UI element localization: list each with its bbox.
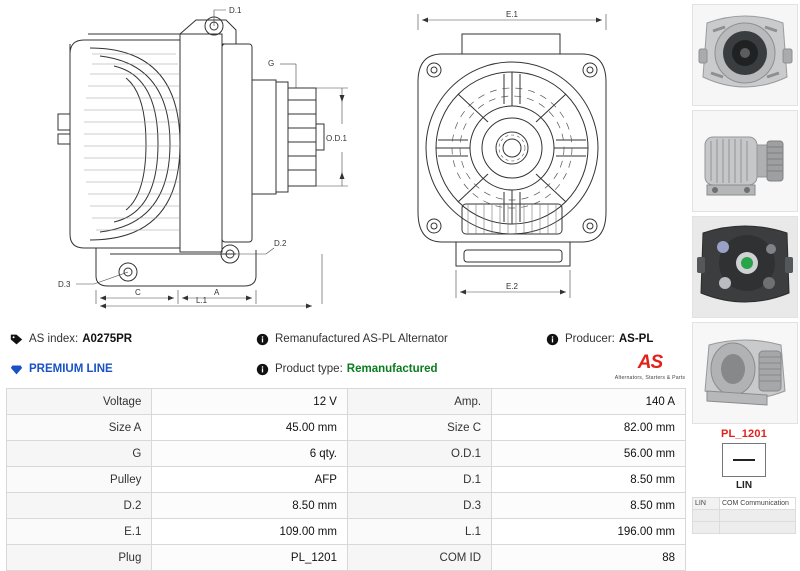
table-row [7,389,686,415]
dim-label-d3: D.3 [58,280,71,289]
product-info [10,328,682,380]
aspl-logo-subtitle: Alternators, Starters & Parts [614,375,686,381]
info-line-1 [10,328,682,350]
product-photos [692,4,796,534]
lin-key [693,522,720,534]
product-type-block [256,363,546,376]
spec-key: Amp. [347,389,491,415]
product-type-label: Product type: [275,363,343,375]
photo-alternator-angle[interactable] [692,322,798,424]
product-type-value: Remanufactured [346,363,438,375]
drawing-front-view [400,4,660,310]
spec-value: 56.00 mm [492,441,686,467]
spec-key: D.3 [347,493,491,519]
spec-key: O.D.1 [347,441,491,467]
photo-alternator-rear[interactable] [692,216,798,318]
table-row [7,415,686,441]
lin-value [720,510,796,522]
lin-value [720,522,796,534]
spec-key: D.2 [7,493,152,519]
spec-value: 196.00 mm [492,519,686,545]
lin-value: COM Communication [720,498,796,510]
lin-table [692,497,796,534]
lin-symbol [722,443,766,477]
spec-key: L.1 [347,519,491,545]
as-index-label: AS index: [29,333,79,345]
table-row [7,467,686,493]
spec-value: 6 qty. [152,441,348,467]
spec-value: 109.00 mm [152,519,348,545]
lin-table-row [693,522,796,534]
spec-key: Size C [347,415,491,441]
dim-label-g: G [268,59,275,68]
premium-line-block [10,363,256,376]
spec-key: Plug [7,545,152,571]
technical-drawings [0,0,690,310]
description-label: Remanufactured AS-PL Alternator [275,333,448,345]
plug-code-label: PL_1201 [720,428,768,440]
spec-value: 45.00 mm [152,415,348,441]
table-row [7,519,686,545]
spec-value: 140 A [492,389,686,415]
dim-label-od1: O.D.1 [326,134,347,143]
lin-key: LIN [693,498,720,510]
photo-alternator-front[interactable] [692,4,798,106]
spec-value: 8.50 mm [492,493,686,519]
spec-key: Voltage [7,389,152,415]
table-row [7,493,686,519]
dim-label-l1: L.1 [196,296,208,305]
spec-key: G [7,441,152,467]
spec-key: COM ID [347,545,491,571]
spec-key: E.1 [7,519,152,545]
dim-label-e1: E.1 [506,10,519,19]
spec-value: PL_1201 [152,545,348,571]
description-block [256,333,546,346]
dim-label-e2: E.2 [506,282,519,291]
dim-label-a: A [214,288,220,297]
spec-value: 12 V [152,389,348,415]
photo-alternator-side[interactable] [692,110,798,212]
spec-value: AFP [152,467,348,493]
info-icon [256,363,269,376]
lin-table-row [693,498,796,510]
lin-table-row [693,510,796,522]
table-row [7,545,686,571]
dim-label-c: C [135,288,141,297]
drawing-side-view [30,4,360,310]
info-line-2 [10,358,682,380]
producer-label: Producer: [565,333,615,345]
specifications-table [6,388,686,571]
spec-value: 8.50 mm [492,467,686,493]
lin-key [693,510,720,522]
aspl-logo-mark: AS [637,352,663,373]
spec-value: 88 [492,545,686,571]
diamond-icon [10,363,23,376]
as-index-value: A0275PR [82,333,133,345]
spec-value: 82.00 mm [492,415,686,441]
info-icon [256,333,269,346]
tag-icon [10,333,23,346]
spec-key: D.1 [347,467,491,493]
producer-block [546,333,682,346]
premium-line-label: PREMIUM LINE [29,363,113,375]
dim-label-d1: D.1 [229,6,242,15]
table-row [7,441,686,467]
as-index-block [10,333,256,346]
spec-key: Size A [7,415,152,441]
producer-value: AS-PL [618,333,654,345]
spec-key: Pulley [7,467,152,493]
spec-value: 8.50 mm [152,493,348,519]
info-icon [546,333,559,346]
aspl-logo [610,352,690,381]
lin-label: LIN [735,480,753,491]
dim-label-d2: D.2 [274,239,287,248]
